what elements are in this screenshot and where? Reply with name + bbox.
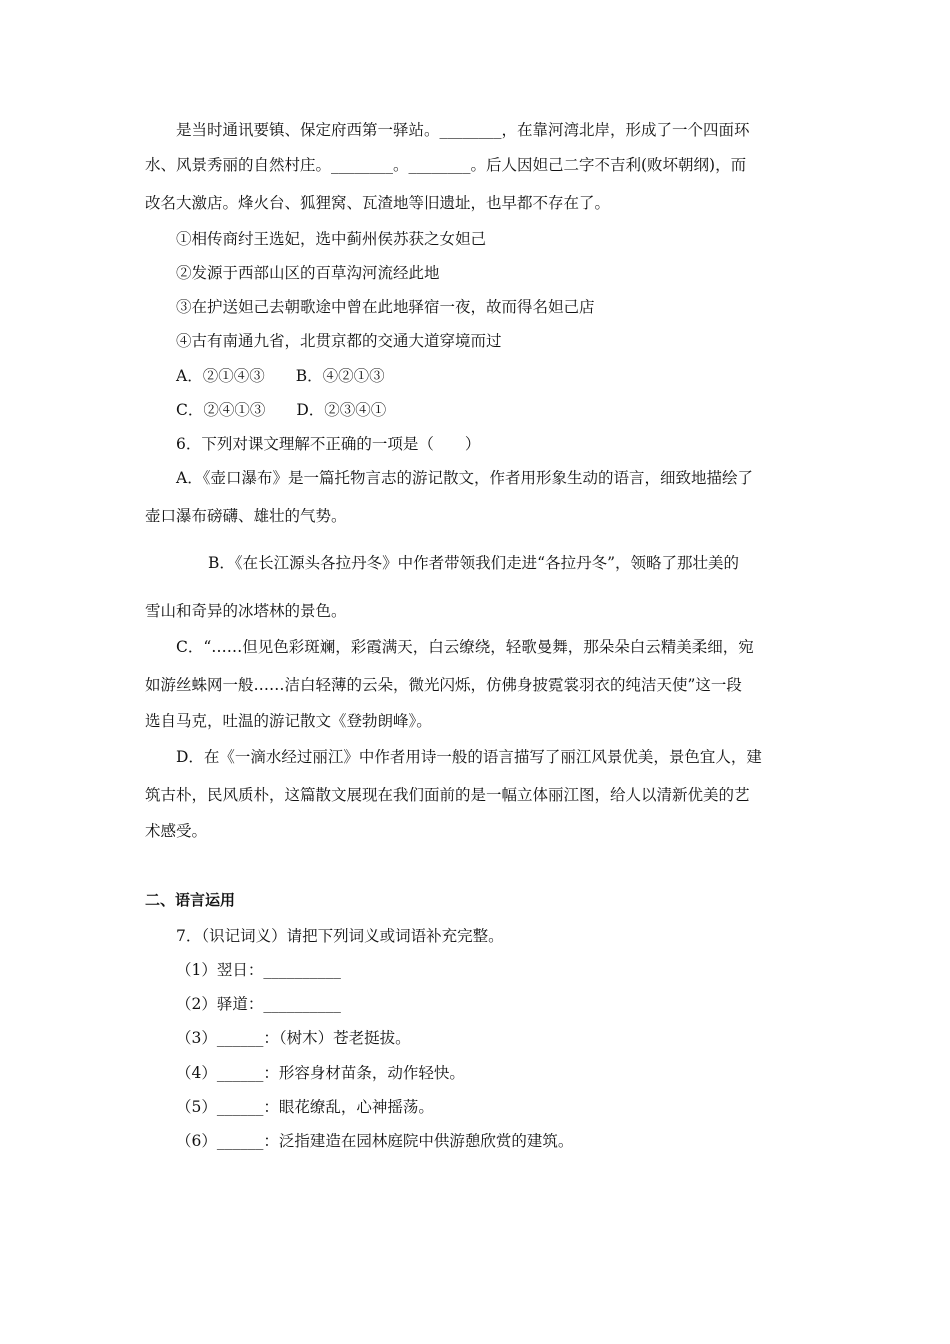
q5-sentence-2: ②发源于西部山区的百草沟河流经此地: [176, 264, 440, 282]
q6-option-b-line-1: B．《在长江源头各拉丹冬》中作者带领我们走进“各拉丹冬”，领略了那壮美的: [208, 554, 739, 572]
q7-item-1: （1）翌日：__________: [176, 961, 341, 979]
passage-line-1: 是当时通讯要镇、保定府西第一驿站。________，在靠河湾北岸，形成了一个四面环: [176, 121, 750, 139]
q5-options-ab: A．②①④③ B．④②①③: [176, 367, 385, 385]
q7-item-5: （5）______：眼花缭乱，心神摇荡。: [176, 1098, 434, 1116]
section-heading: 二、语言运用: [145, 891, 236, 909]
q7-item-3: （3）______：（树木）苍老挺拔。: [176, 1029, 411, 1047]
q6-option-a-line-1: A．《壶口瀑布》是一篇托物言志的游记散文，作者用形象生动的语言，细致地描绘了: [176, 469, 753, 487]
passage-line-2: 水、风景秀丽的自然村庄。________。________。后人因妲己二字不吉利(败坏朝纲)，而: [145, 156, 747, 174]
q5-sentence-4: ④古有南通九省，北贯京都的交通大道穿境而过: [176, 332, 502, 350]
q6-option-a-line-2: 壶口瀑布磅礴、雄壮的气势。: [145, 507, 347, 525]
q6-option-b-line-2: 雪山和奇异的冰塔林的景色。: [145, 602, 347, 620]
passage-line-3: 改名大激店。烽火台、狐狸窝、瓦渣地等旧遗址，也早都不存在了。: [145, 194, 611, 212]
q6-option-c-line-2: 如游丝蛛网一般……洁白轻薄的云朵，微光闪烁，仿佛身披霓裳羽衣的纯洁天使”这一段: [145, 676, 742, 694]
q7-stem: 7．（识记词义）请把下列词义或词语补充完整。: [176, 927, 504, 945]
q7-item-4: （4）______：形容身材苗条，动作轻快。: [176, 1064, 465, 1082]
q6-option-d-line-3: 术感受。: [145, 822, 208, 840]
q7-item-6: （6）______：泛指建造在园林庭院中供游憩欣赏的建筑。: [176, 1132, 574, 1150]
q6-option-d-line-1: D．在《一滴水经过丽江》中作者用诗一般的语言描写了丽江风景优美，景色宜人，建: [176, 748, 762, 766]
q5-sentence-1: ①相传商纣王选妃，选中蓟州侯苏获之女妲己: [176, 230, 487, 248]
q5-options-cd: C．②④①③ D．②③④①: [176, 401, 387, 419]
q6-stem: 6．下列对课文理解不正确的一项是（ ）: [176, 435, 481, 453]
q7-item-2: （2）驿道：__________: [176, 995, 341, 1013]
q6-option-d-line-2: 筑古朴，民风质朴，这篇散文展现在我们面前的是一幅立体丽江图，给人以清新优美的艺: [145, 786, 750, 804]
q6-option-c-line-3: 选自马克，吐温的游记散文《登勃朗峰》。: [145, 712, 432, 730]
q6-option-c-line-1: C．“……但见色彩斑斓，彩霞满天，白云缭绕，轻歌曼舞，那朵朵白云精美柔细，宛: [176, 638, 754, 656]
q5-sentence-3: ③在护送妲己去朝歌途中曾在此地驿宿一夜，故而得名妲己店: [176, 298, 595, 316]
